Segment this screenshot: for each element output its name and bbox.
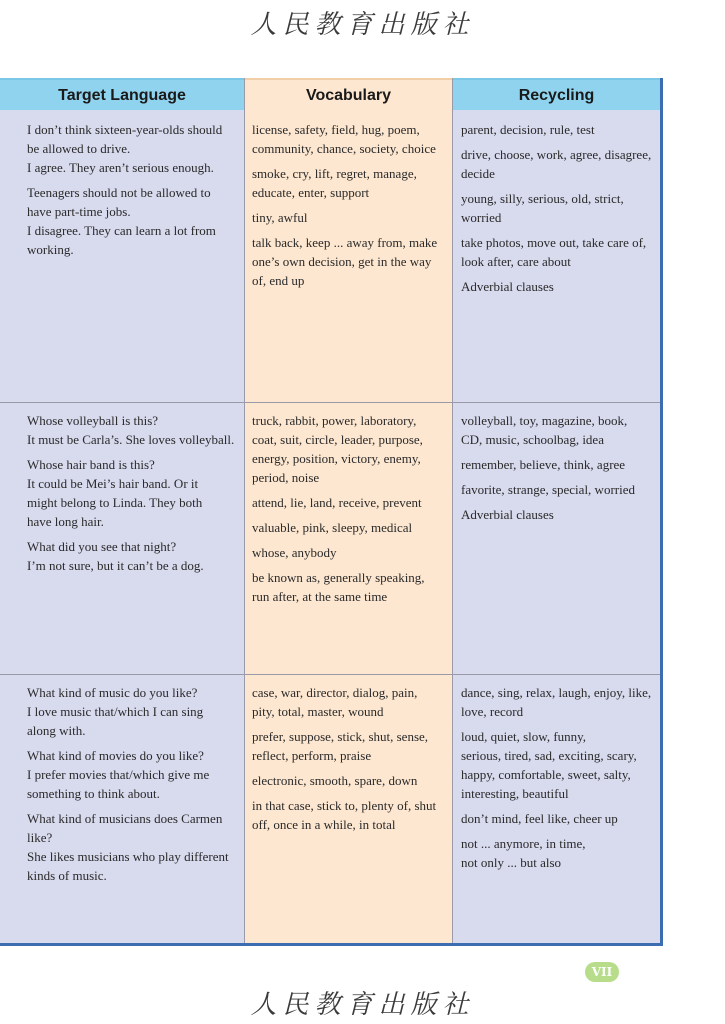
text-line: What kind of musicians does Carmen	[27, 811, 223, 826]
text-line: energy, position, victory, enemy,	[252, 451, 421, 466]
text-line: Whose volleyball is this?	[27, 413, 159, 428]
text-line: What kind of movies do you like?	[27, 748, 204, 763]
recycling-group	[461, 505, 657, 524]
text-line: loud, quiet, slow, funny,	[461, 729, 587, 744]
vocab-group	[252, 164, 448, 202]
recycling-group	[461, 834, 657, 872]
row-1-vocabulary	[252, 120, 448, 296]
text-line: run after, at the same time	[252, 589, 388, 604]
text-line: Teenagers should not be allowed to	[27, 185, 211, 200]
text-line: dance, sing, relax, laugh, enjoy, like,	[461, 685, 652, 700]
text-line: like?	[27, 830, 53, 845]
vocab-group	[252, 120, 448, 158]
recycling-group	[461, 233, 657, 271]
vocab-group	[252, 493, 448, 512]
row-2-target-language	[27, 411, 239, 581]
recycling-group	[461, 455, 657, 474]
text-line: I don’t think sixteen-year-olds should	[27, 122, 223, 137]
text-line: She likes musicians who play different	[27, 849, 229, 864]
text-line: volleyball, toy, magazine, book,	[461, 413, 628, 428]
text-line: What did you see that night?	[27, 539, 177, 554]
header-target-language: Target Language	[0, 78, 244, 110]
text-line: Whose hair band is this?	[27, 457, 155, 472]
row-3-target-language	[27, 683, 239, 891]
text-line: have part-time jobs.	[27, 204, 131, 219]
text-line: drive, choose, work, agree, disagree,	[461, 147, 652, 162]
unit-overview-table	[0, 78, 663, 946]
entry	[27, 683, 239, 740]
text-line: CD, music, schoolbag, idea	[461, 432, 604, 447]
text-line: I’m not sure, but it can’t be a dog.	[27, 558, 204, 573]
entry	[27, 411, 239, 449]
row-divider	[0, 402, 660, 403]
text-line: tiny, awful	[252, 210, 308, 225]
vocab-group	[252, 233, 448, 290]
vocab-group	[252, 727, 448, 765]
text-line: prefer, suppose, stick, shut, sense,	[252, 729, 429, 744]
entry	[27, 537, 239, 575]
text-line: I disagree. They can learn a lot from	[27, 223, 216, 238]
page-number-badge: VII	[585, 962, 619, 982]
text-line: pity, total, master, wound	[252, 704, 384, 719]
recycling-group	[461, 145, 657, 183]
text-line: might belong to Linda. They both	[27, 495, 203, 510]
header-recycling: Recycling	[453, 78, 660, 110]
text-line: one’s own decision, get in the way	[252, 254, 432, 269]
entry	[27, 746, 239, 803]
text-line: I love music that/which I can sing	[27, 704, 204, 719]
text-line: kinds of music.	[27, 868, 107, 883]
text-line: case, war, director, dialog, pain,	[252, 685, 418, 700]
text-line: community, chance, society, choice	[252, 141, 436, 156]
text-line: in that case, stick to, plenty of, shut	[252, 798, 437, 813]
text-line: decide	[461, 166, 495, 181]
text-line: along with.	[27, 723, 86, 738]
header-vocabulary: Vocabulary	[245, 78, 452, 110]
text-line: don’t mind, feel like, cheer up	[461, 811, 618, 826]
text-line: smoke, cry, lift, regret, manage,	[252, 166, 417, 181]
publisher-logo-top: 人民教育出版社	[250, 10, 475, 40]
text-line: serious, tired, sad, exciting, scary,	[461, 748, 637, 763]
row-3-recycling	[461, 683, 657, 878]
recycling-group	[461, 683, 657, 721]
vocab-group	[252, 411, 448, 487]
text-line: look after, care about	[461, 254, 571, 269]
vocab-group	[252, 518, 448, 537]
text-line: valuable, pink, sleepy, medical	[252, 520, 413, 535]
text-line: It could be Mei’s hair band. Or it	[27, 476, 199, 491]
row-1-target-language	[27, 120, 239, 265]
text-line: favorite, strange, special, worried	[461, 482, 635, 497]
text-line: working.	[27, 242, 74, 257]
entry	[27, 455, 239, 531]
text-line: something to think about.	[27, 786, 160, 801]
text-line: What kind of music do you like?	[27, 685, 198, 700]
entry	[27, 120, 239, 177]
vocab-group	[252, 683, 448, 721]
vocab-group	[252, 543, 448, 562]
text-line: Adverbial clauses	[461, 507, 554, 522]
text-line: electronic, smooth, spare, down	[252, 773, 418, 788]
text-line: happy, comfortable, sweet, salty,	[461, 767, 631, 782]
row-2-vocabulary	[252, 411, 448, 612]
text-line: not ... anymore, in time,	[461, 836, 586, 851]
vocab-group	[252, 208, 448, 227]
text-line: off, once in a while, in total	[252, 817, 396, 832]
row-1-recycling	[461, 120, 657, 302]
row-divider	[0, 674, 660, 675]
text-line: Adverbial clauses	[461, 279, 554, 294]
recycling-group	[461, 480, 657, 499]
recycling-group	[461, 277, 657, 296]
text-line: coat, suit, circle, leader, purpose,	[252, 432, 423, 447]
text-line: love, record	[461, 704, 524, 719]
text-line: talk back, keep ... away from, make	[252, 235, 438, 250]
text-line: I agree. They aren’t serious enough.	[27, 160, 214, 175]
recycling-group	[461, 727, 657, 803]
recycling-group	[461, 189, 657, 227]
text-line: parent, decision, rule, test	[461, 122, 595, 137]
column-divider	[244, 78, 245, 943]
text-line: be known as, generally speaking,	[252, 570, 425, 585]
text-line: worried	[461, 210, 502, 225]
text-line: take photos, move out, take care of,	[461, 235, 647, 250]
entry	[27, 809, 239, 885]
vocab-group	[252, 796, 448, 834]
text-line: reflect, perform, praise	[252, 748, 372, 763]
text-line: young, silly, serious, old, strict,	[461, 191, 624, 206]
recycling-group	[461, 120, 657, 139]
text-line: not only ... but also	[461, 855, 562, 870]
vocab-group	[252, 568, 448, 606]
text-line: interesting, beautiful	[461, 786, 569, 801]
text-line: attend, lie, land, receive, prevent	[252, 495, 422, 510]
text-line: license, safety, field, hug, poem,	[252, 122, 420, 137]
text-line: It must be Carla’s. She loves volleyball.	[27, 432, 235, 447]
row-2-recycling	[461, 411, 657, 530]
recycling-group	[461, 411, 657, 449]
recycling-group	[461, 809, 657, 828]
column-divider	[452, 78, 453, 943]
row-3-vocabulary	[252, 683, 448, 840]
text-line: whose, anybody	[252, 545, 337, 560]
publisher-logo-bottom: 人民教育出版社	[250, 990, 475, 1020]
text-line: truck, rabbit, power, laboratory,	[252, 413, 417, 428]
text-line: educate, enter, support	[252, 185, 370, 200]
text-line: of, end up	[252, 273, 305, 288]
text-line: remember, believe, think, agree	[461, 457, 626, 472]
text-line: have long hair.	[27, 514, 104, 529]
text-line: be allowed to drive.	[27, 141, 131, 156]
vocab-group	[252, 771, 448, 790]
text-line: I prefer movies that/which give me	[27, 767, 210, 782]
text-line: period, noise	[252, 470, 320, 485]
entry	[27, 183, 239, 259]
